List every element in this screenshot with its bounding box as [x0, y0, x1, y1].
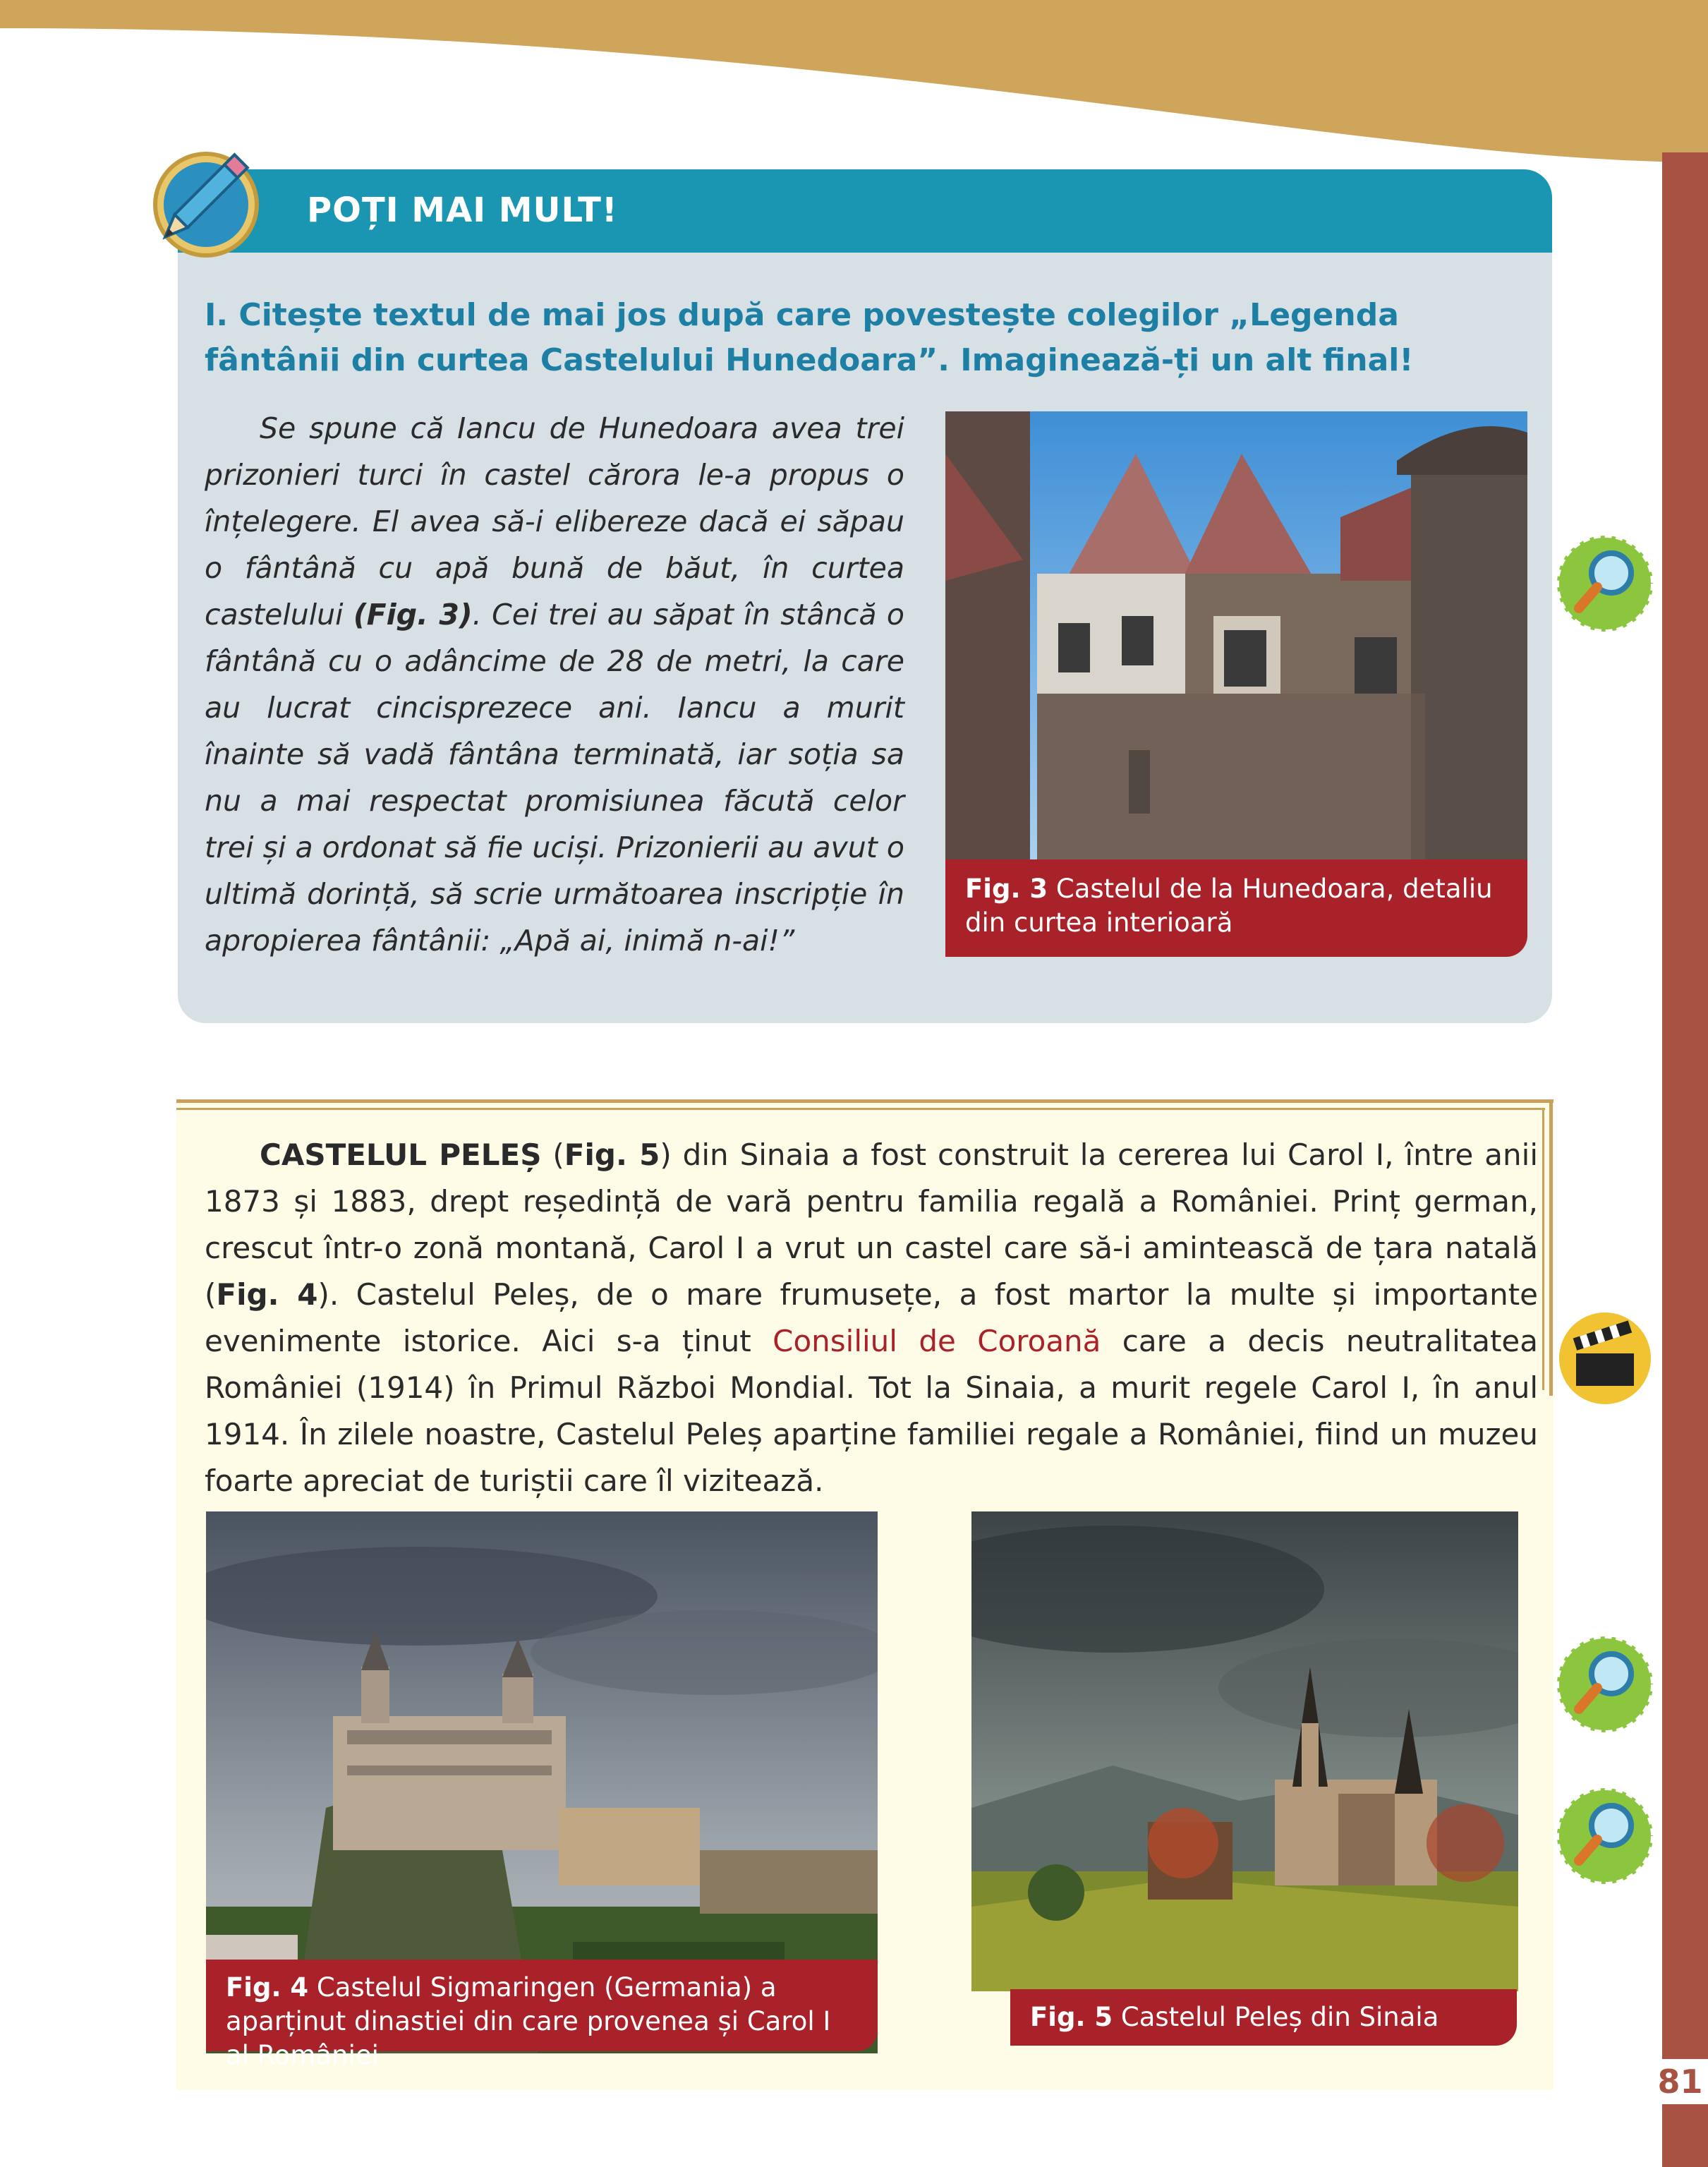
- peles-text-part3: care a decis neutralitatea României (1914) în Primul Război Mondial. Tot la Sinaia, a murit regele Carol I, în anul 1914. În zilele noastre, Castelul Peleș aparține familiei regale a României, fiind un muzeu foarte apreciat de turiștii care îl vizitează.: [205, 1324, 1539, 1498]
- peles-text-part2: ). Castelul Peleș, de o mare frumusețe, a fost martor la multe și importante evenimente istorice. Aici s-a ținut: [205, 1277, 1538, 1358]
- frame-line: [176, 1108, 1545, 1110]
- magnifier-icon[interactable]: [1552, 1631, 1658, 1737]
- side-color-bar: [1662, 152, 1708, 2167]
- clapperboard-icon[interactable]: [1552, 1305, 1658, 1411]
- magnifier-icon[interactable]: [1552, 1783, 1658, 1889]
- fig5-reference: Fig. 5: [564, 1137, 660, 1172]
- fig3-caption: [945, 859, 1527, 957]
- magnifier-icon[interactable]: [1552, 531, 1658, 636]
- fig4-reference: Fig. 4: [216, 1277, 318, 1312]
- frame-line: [176, 1099, 1553, 1103]
- fig4-label: Fig. 4: [226, 1972, 309, 2003]
- fig4-caption: [206, 1960, 878, 2070]
- peles-ref-open: (: [541, 1137, 564, 1172]
- legend-text-part1: Se spune că Iancu de Hunedoara avea trei prizonieri turci în castel cărora le-a propus o înțelegere. El avea să-i elibereze dacă ei săpau o fântână cu apă bună de băut, în curtea castelului: [205, 411, 904, 632]
- fig5-peles-photo: [971, 1511, 1518, 1991]
- fig3-caption-text: Castelul de la Hunedoara, detaliu din curtea interioară: [965, 874, 1493, 938]
- fig3-reference: (Fig. 3): [353, 598, 473, 632]
- fig5-caption: [1010, 1989, 1517, 2046]
- legend-text-part2: . Cei trei au săpat în stâncă o fântână cu o adâncime de 28 de metri, la care au lucrat cincisprezece ani. Iancu a murit înainte să vadă fântâna terminată, iar soția sa nu a mai respectat promisiunea făcută celor trei și a ordonat să fie uciși. Prizonierii au avut o ultimă dorință, să scrie următoarea inscripție în apropierea fântânii: „Apă ai, inimă n-ai!”: [205, 598, 904, 958]
- peles-heading: CASTELUL PELEȘ: [260, 1137, 542, 1172]
- extra-activity-title: POȚI MAI MULT!: [307, 191, 618, 230]
- page-number: 81: [1652, 2059, 1708, 2104]
- frame-line: [1542, 1108, 1544, 1390]
- peles-text-part1: ) din Sinaia a fost construit la cererea lui Carol I, între anii 1873 și 1883, drept reședință de vară pentru familia regală a României. Prinț german, crescut într-o zonă montană, Carol I a vrut un castel care să-i amintească de țara natală (: [205, 1137, 1538, 1312]
- task-instruction: I. Citește textul de mai jos după care povestește colegilor „Legenda fântânii din curtea Castelului Hunedoara”. Imaginează-ți un alt final!: [205, 297, 1414, 378]
- fig4-caption-text: Castelul Sigmaringen (Germania) a aparținut dinastiei din care provenea și Carol I al României: [226, 1972, 831, 2070]
- fig5-label: Fig. 5: [1030, 2002, 1113, 2032]
- glossary-term[interactable]: Consiliul de Coroană: [773, 1324, 1101, 1358]
- pencil-badge-icon: [141, 138, 261, 265]
- fig5-caption-text: Castelul Peleș din Sinaia: [1113, 2002, 1439, 2032]
- fig3-label: Fig. 3: [965, 874, 1048, 904]
- fig3-hunedoara-photo: [945, 411, 1527, 859]
- peles-text: [205, 1132, 1538, 1504]
- legend-text: [205, 405, 904, 964]
